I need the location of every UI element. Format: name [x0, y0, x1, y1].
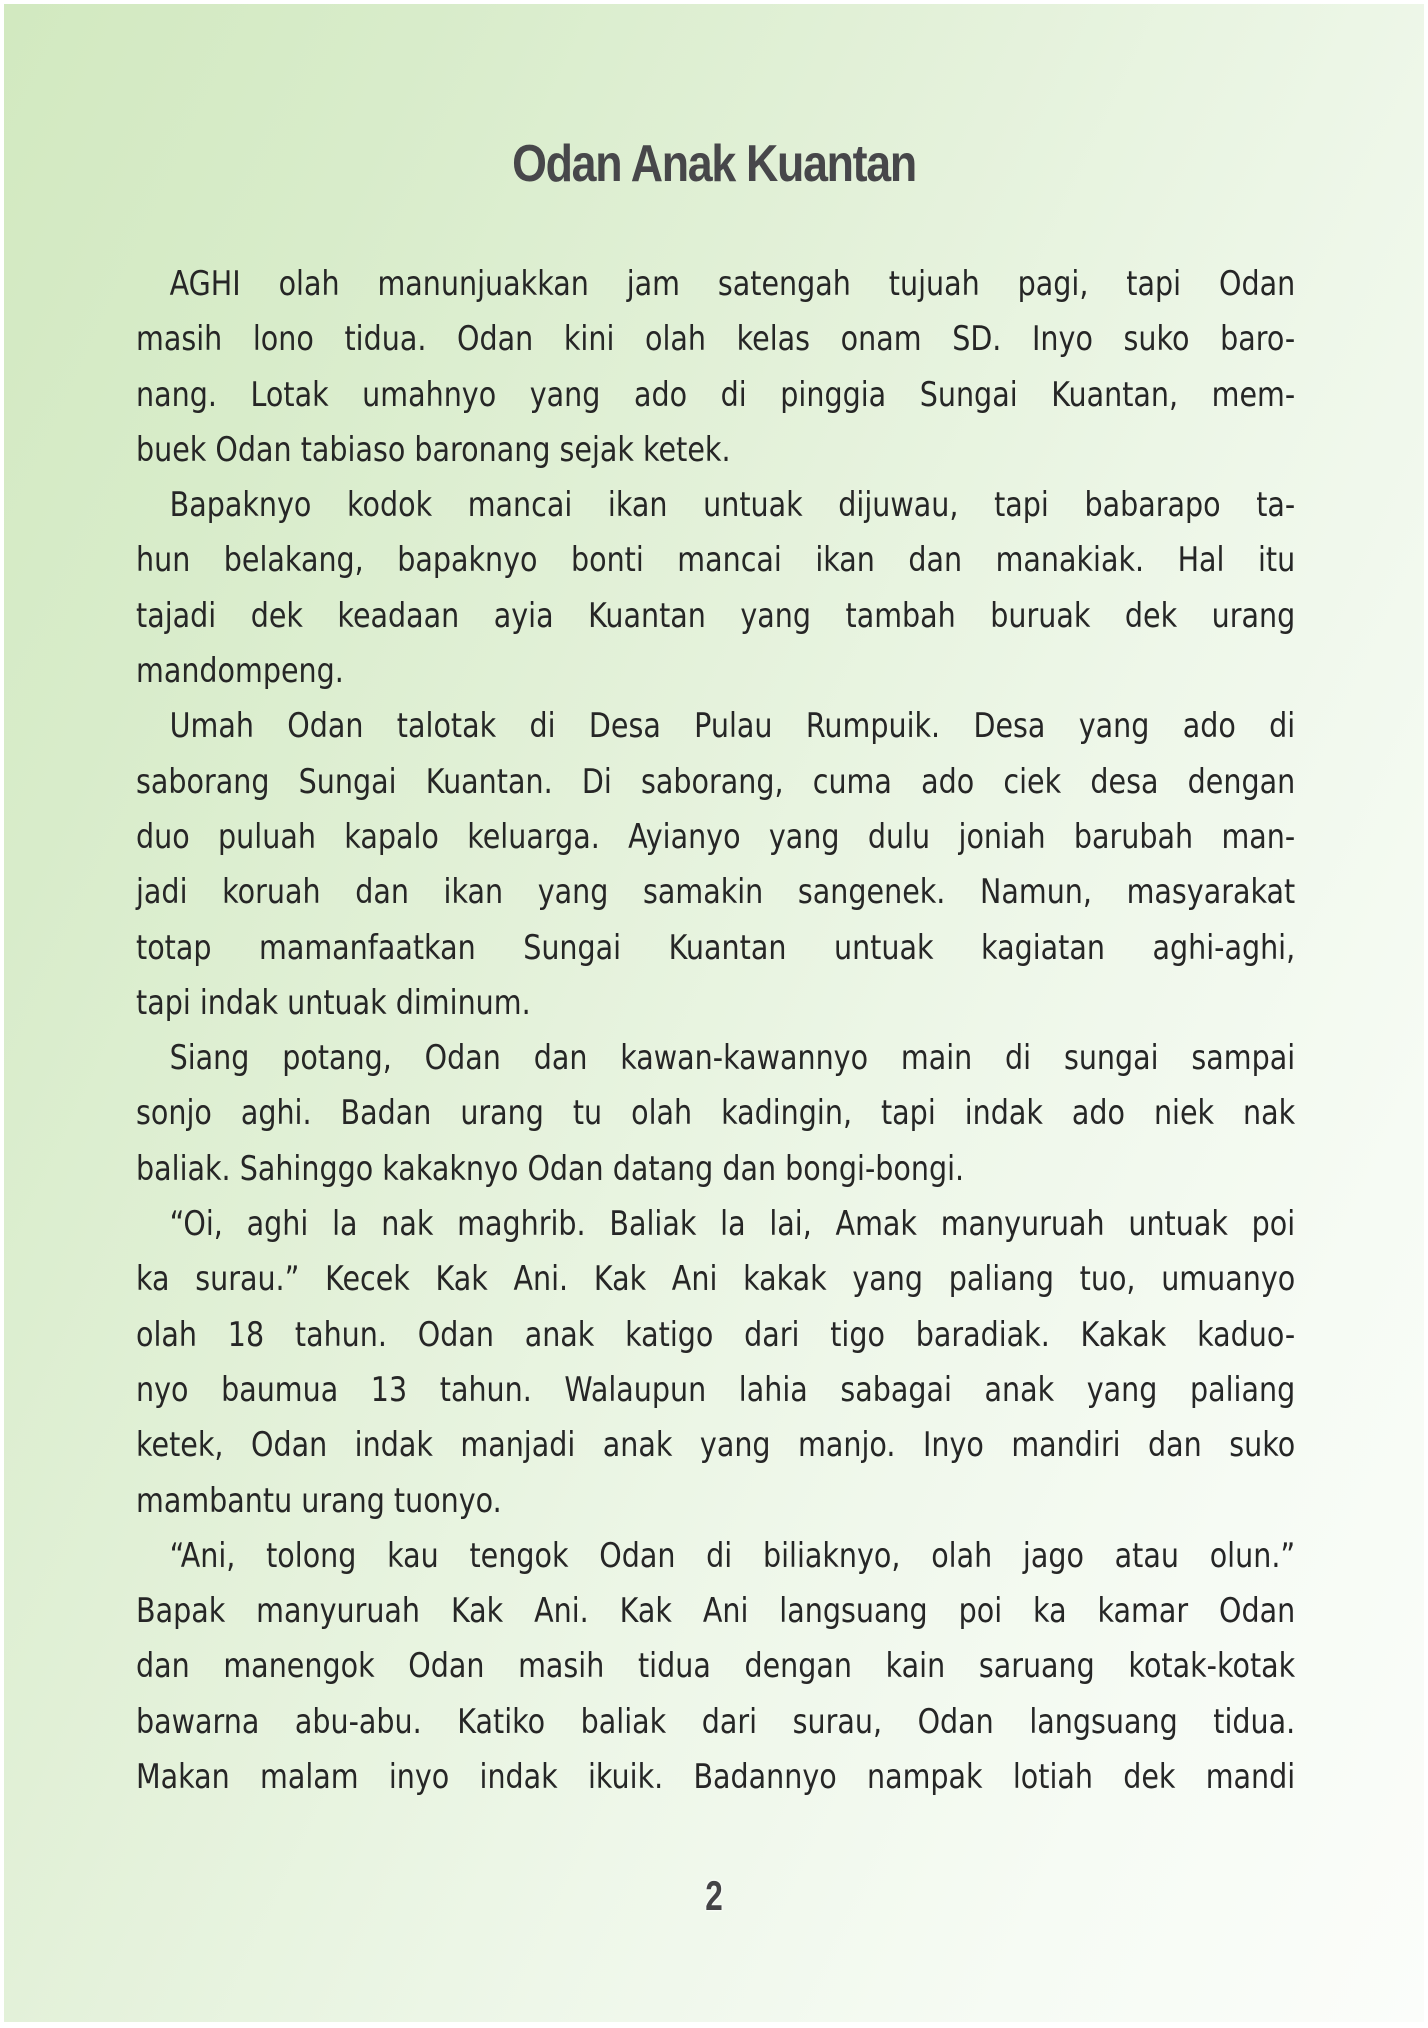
text-line: “Oi, aghi la nak maghrib. Baliak la lai, Amak manyuruah untuak poi: [169, 1204, 1296, 1245]
text-line: masih lono tidua. Odan kini olah kelas onam SD. Inyo suko baro-: [136, 319, 1296, 360]
text-line: Bapak manyuruah Kak Ani. Kak Ani langsuang poi ka kamar Odan: [136, 1591, 1296, 1632]
text-line: sonjo aghi. Badan urang tu olah kadingin, tapi indak ado niek nak: [136, 1093, 1296, 1134]
text-line: ka surau.” Kecek Kak Ani. Kak Ani kakak yang paliang tuo, umuanyo: [136, 1259, 1296, 1300]
text-line: Umah Odan talotak di Desa Pulau Rumpuik. Desa yang ado di: [169, 706, 1296, 747]
text-line: tapi indak untuak diminum.: [136, 982, 531, 1023]
text-line: mandompeng.: [136, 651, 344, 692]
paragraph-2: [136, 478, 1296, 699]
text-line: tajadi dek keadaan ayia Kuantan yang tambah buruak dek urang: [136, 595, 1296, 636]
page-number: 2: [705, 1872, 723, 1919]
text-line: totap mamanfaatkan Sungai Kuantan untuak kagiatan aghi-aghi,: [136, 927, 1296, 968]
paragraph-4: [136, 1031, 1296, 1197]
text-line: olah 18 tahun. Odan anak katigo dari tigo baradiak. Kakak kaduo-: [136, 1314, 1296, 1355]
text-line: buek Odan tabiaso baronang sejak ketek.: [136, 429, 731, 470]
paragraph-3: [136, 699, 1296, 1031]
story-body: [136, 257, 1296, 1805]
text-line: ketek, Odan indak manjadi anak yang manjo. Inyo mandiri dan suko: [136, 1425, 1296, 1466]
text-line: duo puluah kapalo keluarga. Ayianyo yang dulu joniah barubah man-: [136, 816, 1296, 857]
text-line: baliak. Sahinggo kakaknyo Odan datang dan bongi-bongi.: [136, 1148, 965, 1189]
text-line: AGHI olah manunjuakkan jam satengah tujuah pagi, tapi Odan: [169, 264, 1296, 304]
text-line: hun belakang, bapaknyo bonti mancai ikan dan manakiak. Hal itu: [136, 540, 1296, 581]
text-line: jadi koruah dan ikan yang samakin sangenek. Namun, masyarakat: [136, 872, 1296, 913]
text-line: Makan malam inyo indak ikuik. Badannyo nampak lotiah dek mandi: [136, 1757, 1296, 1798]
text-line: mambantu urang tuonyo.: [136, 1480, 502, 1521]
paragraph-5: [136, 1197, 1296, 1529]
paragraph-1: [136, 257, 1296, 478]
text-line: “Ani, tolong kau tengok Odan di biliaknyo, olah jago atau olun.”: [169, 1535, 1296, 1576]
text-line: saborang Sungai Kuantan. Di saborang, cuma ado ciek desa dengan: [136, 761, 1296, 802]
text-line: Siang potang, Odan dan kawan-kawannyo main di sungai sampai: [169, 1038, 1296, 1079]
page-title: Odan Anak Kuantan: [512, 135, 916, 193]
text-line: nyo baumua 13 tahun. Walaupun lahia sabagai anak yang paliang: [136, 1369, 1296, 1410]
text-line: nang. Lotak umahnyo yang ado di pinggia Sungai Kuantan, mem-: [136, 374, 1296, 415]
text-line: dan manengok Odan masih tidua dengan kain saruang kotak-kotak: [136, 1646, 1296, 1687]
paragraph-6: [136, 1529, 1296, 1805]
text-line: bawarna abu-abu. Katiko baliak dari surau, Odan langsuang tidua.: [136, 1701, 1296, 1742]
text-line: Bapaknyo kodok mancai ikan untuak dijuwau, tapi babarapo ta-: [169, 485, 1296, 526]
document-page: [4, 4, 1424, 2022]
